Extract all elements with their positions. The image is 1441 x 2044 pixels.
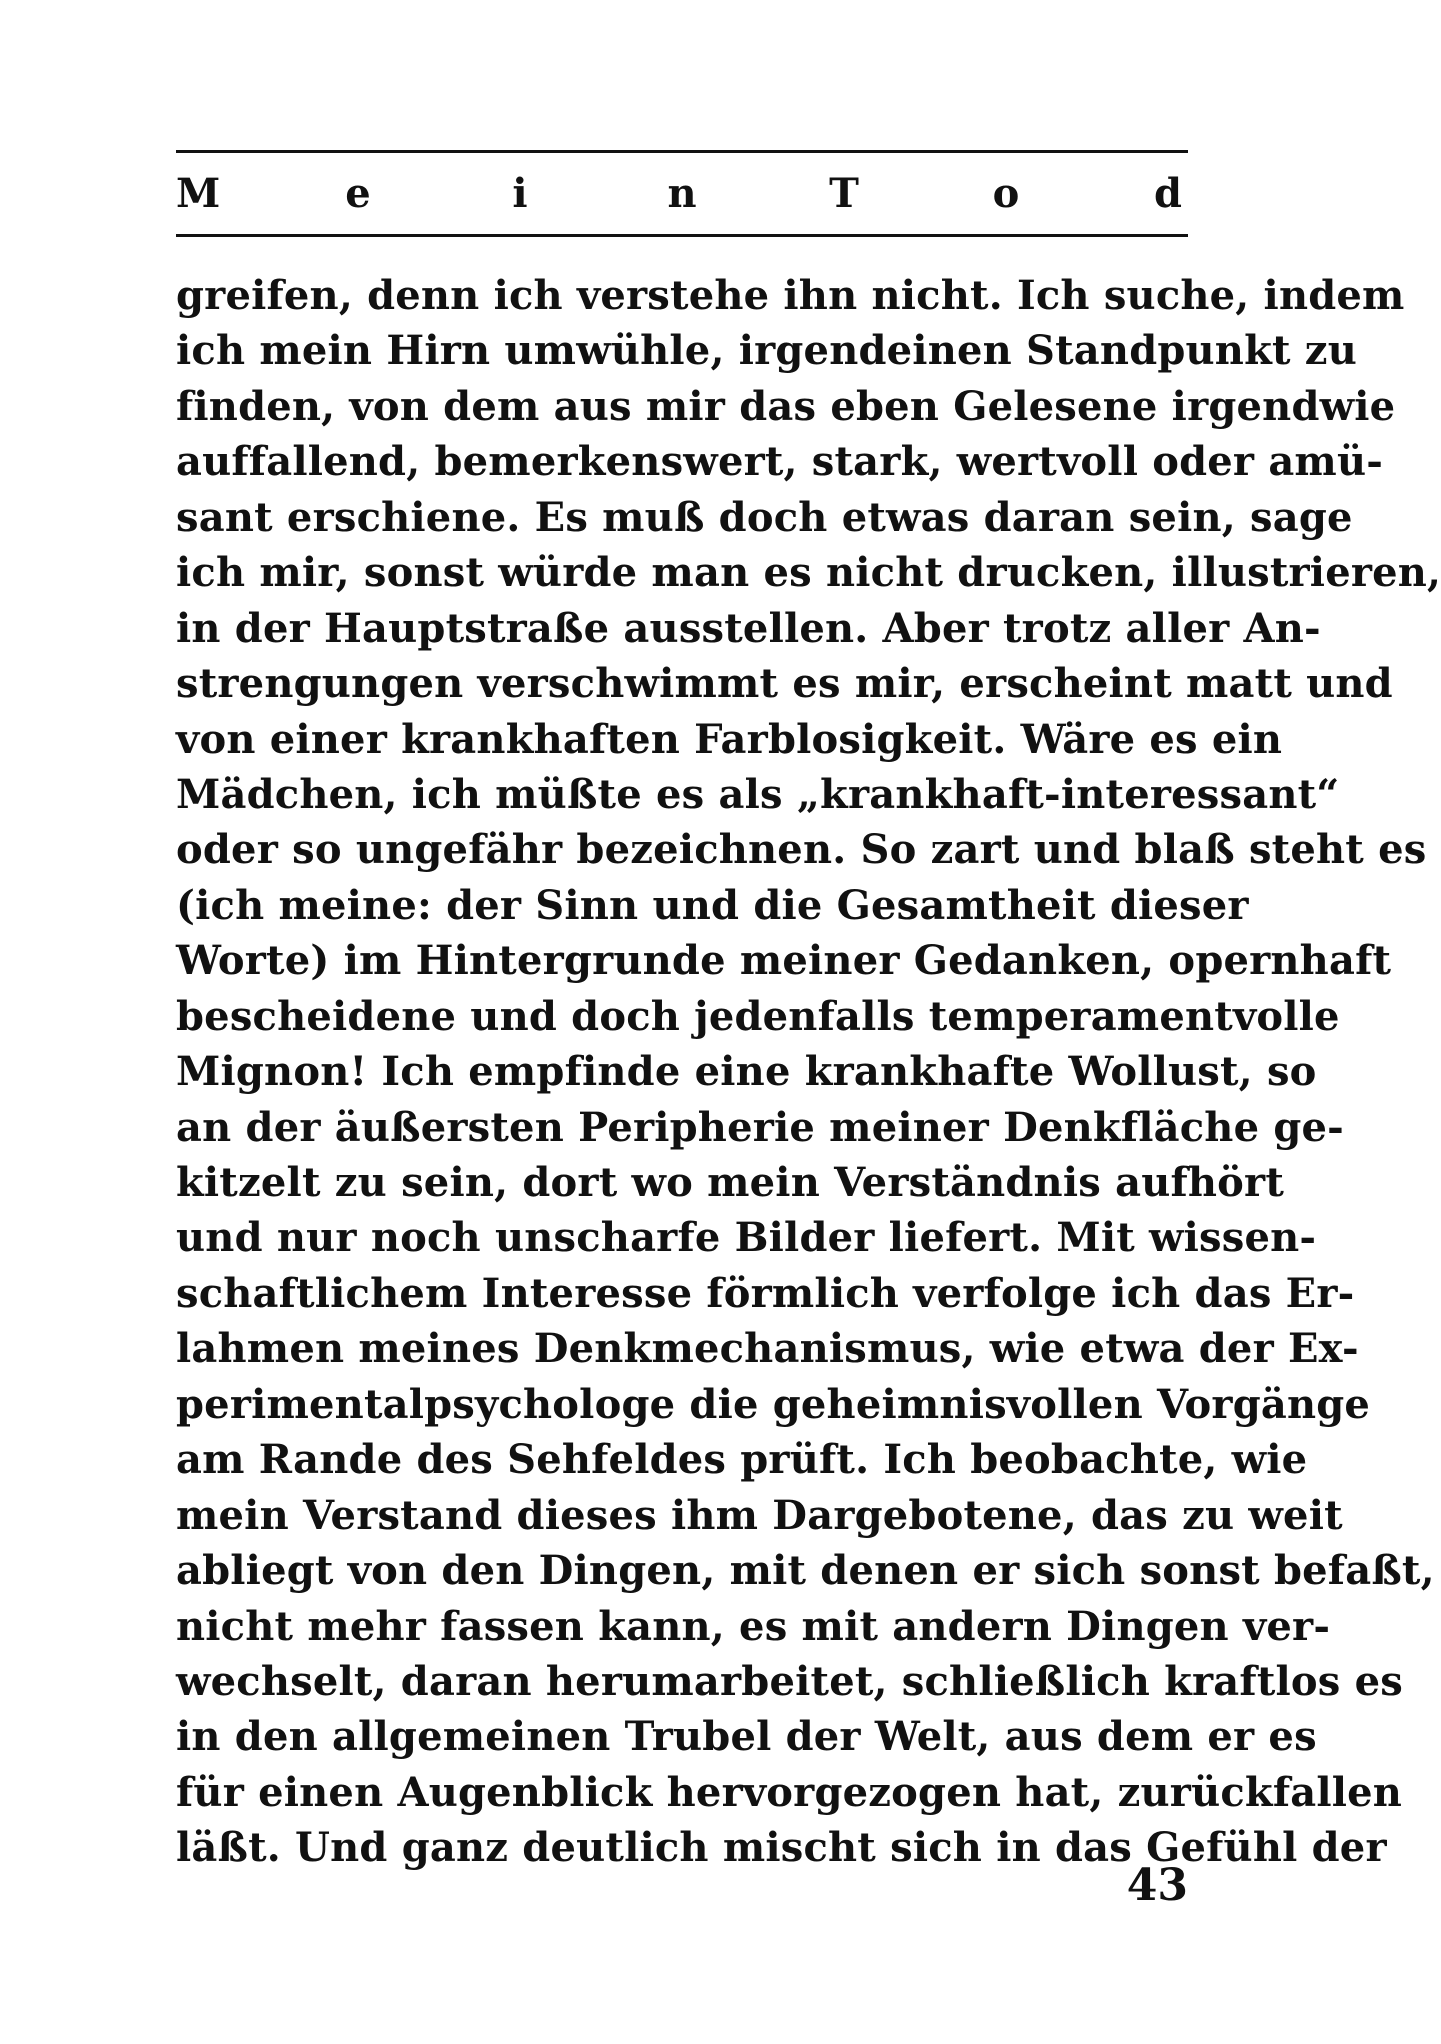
text-line: in den allgemeinen Trubel der Welt, aus dem er es	[176, 1713, 1317, 1761]
text-line: kitzelt zu sein, dort wo mein Verständnis aufhört	[176, 1159, 1285, 1206]
text-line: oder so ungefähr bezeichnen. So zart und blaß steht es	[176, 826, 1427, 874]
text-line: wechselt, daran herumarbeitet, schließlich kraftlos es	[176, 1657, 1403, 1705]
text-line: von einer krankhaften Farblosigkeit. Wäre es ein	[176, 715, 1283, 763]
text-line: ich mir, sonst würde man es nicht drucken, illustrieren,	[176, 549, 1441, 597]
text-line: (ich meine: der Sinn und die Gesamtheit dieser	[176, 881, 1249, 929]
running-head-letter: T	[829, 170, 859, 217]
text-line: sant erschiene. Es muß doch etwas daran sein, sage	[176, 493, 1353, 541]
text-line: am Rande des Sehfeldes prüft. Ich beobachte, wie	[176, 1436, 1308, 1484]
text-line: Worte) im Hintergrunde meiner Gedanken, opernhaft	[176, 937, 1392, 985]
text-line: ich mein Hirn umwühle, irgendeinen Standpunkt zu	[176, 327, 1358, 375]
running-head-letter: e	[345, 170, 371, 217]
page-number: 43	[1126, 1860, 1188, 1911]
text-line: läßt. Und ganz deutlich mischt sich in das Gefühl der	[176, 1824, 1387, 1872]
running-head-letter: o	[992, 170, 1020, 217]
running-head-letter: M	[176, 170, 221, 217]
text-line: an der äußersten Peripherie meiner Denkfläche ge-	[176, 1103, 1344, 1151]
text-line: in der Hauptstraße ausstellen. Aber trotz aller An-	[176, 604, 1321, 652]
text-line: mein Verstand dieses ihm Dargebotene, das zu weit	[176, 1491, 1343, 1539]
text-line: perimentalpsychologe die geheimnisvollen Vorgänge	[176, 1380, 1371, 1428]
text-line: greifen, denn ich verstehe ihn nicht. Ich suche, indem	[176, 272, 1405, 319]
text-line: Mignon! Ich empfinde eine krankhafte Wollust, so	[176, 1048, 1317, 1096]
text-line: Mädchen, ich müßte es als „krankhaft-interessant“	[176, 770, 1340, 818]
header-top-rule	[176, 150, 1188, 153]
running-head-letter: n	[667, 170, 697, 217]
running-head-letter: d	[1154, 170, 1182, 217]
running-head	[176, 162, 1188, 226]
header-bottom-rule	[176, 234, 1188, 237]
text-line: abliegt von den Dingen, mit denen er sich sonst befaßt,	[176, 1547, 1435, 1595]
text-line: und nur noch unscharfe Bilder liefert. Mit wissen-	[176, 1214, 1317, 1262]
text-line: lahmen meines Denkmechanismus, wie etwa der Ex-	[176, 1325, 1359, 1373]
body-text	[176, 268, 1441, 1876]
text-line: finden, von dem aus mir das eben Gelesene irgendwie	[176, 382, 1396, 430]
text-line: bescheidene und doch jedenfalls temperamentvolle	[176, 992, 1340, 1040]
text-line: schaftlichem Interesse förmlich verfolge ich das Er-	[176, 1269, 1355, 1317]
running-head-letter: i	[512, 170, 528, 217]
text-line: auffallend, bemerkenswert, stark, wertvoll oder amü-	[176, 438, 1384, 486]
text-line: für einen Augenblick hervorgezogen hat, zurückfallen	[176, 1768, 1403, 1816]
text-line: nicht mehr fassen kann, es mit andern Dingen ver-	[176, 1602, 1331, 1650]
text-line: strengungen verschwimmt es mir, erscheint matt und	[176, 660, 1393, 708]
